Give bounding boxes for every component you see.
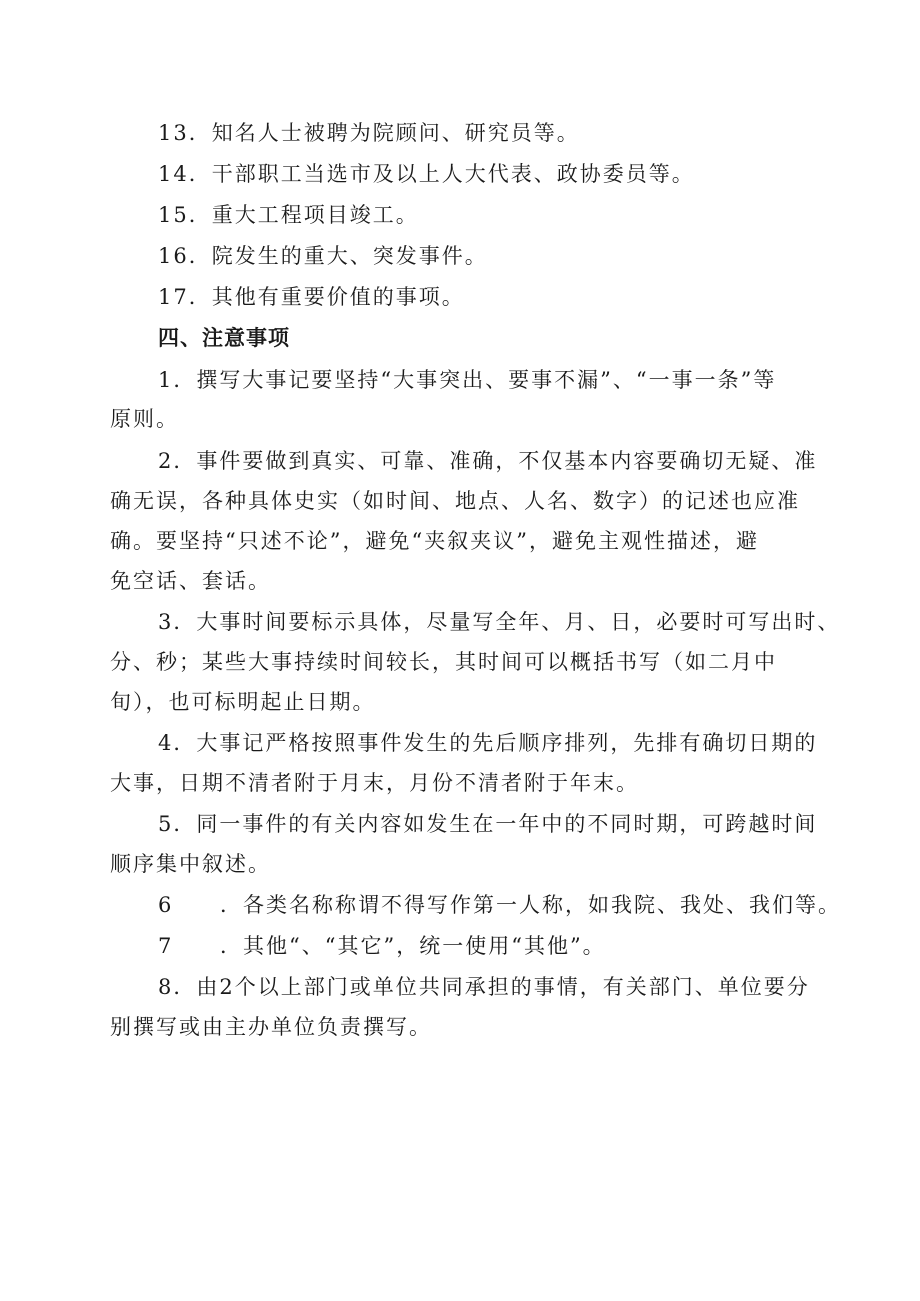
note-number: 6: [158, 893, 174, 917]
note-number: 8: [158, 975, 174, 999]
note-6-line-1: [158, 885, 878, 925]
note-2-line-3: 确。要坚持“只述不论”，避免“夹叙夹议”，避免主观性描述，避: [110, 529, 759, 553]
note-3-line-2: 分、秒；某些大事持续时间较长，其时间可以概括书写（如二月中: [110, 650, 777, 674]
note-4-line-1: [158, 723, 878, 763]
note-number: 5: [158, 812, 174, 836]
list-item-14: [158, 154, 878, 194]
note-number: 1: [158, 368, 174, 392]
note-text: ．其他“、“其它”，统一使用“其他”。: [220, 934, 606, 958]
note-4-line-2: 大事，日期不清者附于月末，月份不清者附于年末。: [110, 771, 639, 795]
item-text: ．知名人士被聘为院顾问、研究员等。: [188, 121, 580, 145]
note-number: 4: [158, 731, 174, 755]
note-number: 2: [158, 449, 174, 473]
item-text: ．其他有重要价值的事项。: [188, 285, 465, 309]
note-2-line-1: [158, 441, 878, 481]
note-3-line-3: 旬），也可标明起止日期。: [110, 690, 376, 714]
note-7-line-1: [158, 926, 878, 966]
item-number: 17: [158, 285, 189, 309]
note-1-line-2: 原则。: [110, 407, 179, 431]
list-item-16: [158, 236, 878, 276]
note-text: ．由2个以上部门或单位共同承担的事情，有关部门、单位要分: [173, 975, 810, 999]
item-text: ．院发生的重大、突发事件。: [188, 244, 488, 268]
list-item-15: [158, 195, 878, 235]
note-2-line-2: 确无误，各种具体史实（如时间、地点、人名、数字）的记述也应准: [110, 489, 800, 513]
item-number: 16: [158, 244, 189, 268]
item-text: ．干部职工当选市及以上人大代表、政协委员等。: [188, 162, 695, 186]
note-number: 7: [158, 934, 174, 958]
note-5-line-2: 顺序集中叙述。: [110, 852, 271, 876]
note-text: ．同一事件的有关内容如发生在一年中的不同时期，可跨越时间: [173, 812, 818, 836]
note-number: 3: [158, 610, 174, 634]
note-1-line-1: [158, 360, 878, 400]
note-8-line-1: [158, 967, 878, 1007]
item-number: 13: [158, 121, 189, 145]
list-item-13: [158, 113, 878, 153]
note-text: ．大事时间要标示具体，尽量写全年、月、日，必要时可写出时、: [173, 610, 841, 634]
note-text: ．撰写大事记要坚持“大事突出、要事不漏”、“一事一条”等: [173, 368, 777, 392]
note-5-line-1: [158, 804, 878, 844]
note-text: ．各类名称称谓不得写作第一人称，如我院、我处、我们等。: [220, 893, 841, 917]
note-3-line-1: [158, 602, 878, 642]
note-text: ．大事记严格按照事件发生的先后顺序排列，先排有确切日期的: [173, 731, 818, 755]
item-text: ．重大工程项目竣工。: [188, 203, 419, 227]
item-number: 15: [158, 203, 189, 227]
note-8-line-2: 别撰写或由主办单位负责撰写。: [110, 1015, 432, 1039]
list-item-17: [158, 277, 878, 317]
note-2-line-4: 免空话、套话。: [110, 569, 271, 593]
note-text: ．事件要做到真实、可靠、准确，不仅基本内容要确切无疑、准: [173, 449, 818, 473]
item-number: 14: [158, 162, 189, 186]
section-heading: 四、注意事项: [158, 326, 290, 350]
